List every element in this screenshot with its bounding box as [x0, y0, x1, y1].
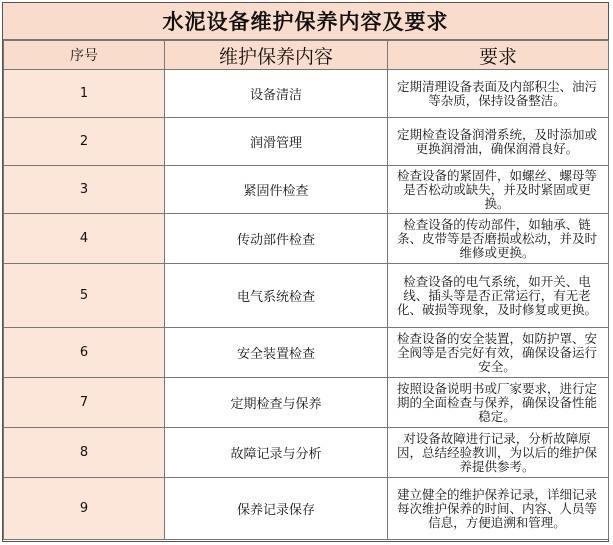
row-no: 4 — [4, 214, 165, 264]
row-content: 保养记录保存 — [165, 478, 388, 540]
table-row — [4, 166, 609, 214]
row-no: 6 — [4, 328, 165, 378]
row-requirement: 检查设备的紧固件，如螺丝、螺母等是否松动或缺失，并及时紧固或更换。 — [388, 166, 609, 214]
row-no: 2 — [4, 118, 165, 166]
row-content: 定期检查与保养 — [165, 378, 388, 428]
row-requirement: 对设备故障进行记录，分析故障原因，总结经验教训，为以后的维护保养提供参考。 — [388, 428, 609, 478]
row-no: 5 — [4, 264, 165, 328]
table-row — [4, 264, 609, 328]
header-requirement: 要求 — [388, 41, 609, 70]
row-requirement: 定期清理设备表面及内部积尘、油污等杂质，保持设备整洁。 — [388, 70, 609, 118]
maintenance-table — [3, 40, 609, 540]
table-row — [4, 214, 609, 264]
header-no: 序号 — [4, 41, 165, 70]
row-content: 电气系统检查 — [165, 264, 388, 328]
table-row — [4, 118, 609, 166]
row-content: 设备清洁 — [165, 70, 388, 118]
row-no: 1 — [4, 70, 165, 118]
maintenance-table-sheet — [2, 2, 609, 542]
table-row — [4, 378, 609, 428]
header-row — [4, 41, 609, 70]
row-requirement: 定期检查设备润滑系统，及时添加或更换润滑油，确保润滑良好。 — [388, 118, 609, 166]
row-content: 紧固件检查 — [165, 166, 388, 214]
row-requirement: 检查设备的传动部件，如轴承、链条、皮带等是否磨损或松动，并及时维修或更换。 — [388, 214, 609, 264]
table-row — [4, 328, 609, 378]
table-row — [4, 478, 609, 540]
row-content: 故障记录与分析 — [165, 428, 388, 478]
row-content: 传动部件检查 — [165, 214, 388, 264]
row-no: 8 — [4, 428, 165, 478]
row-requirement: 检查设备的安全装置，如防护罩、安全阀等是否完好有效，确保设备运行安全。 — [388, 328, 609, 378]
row-no: 3 — [4, 166, 165, 214]
table-row — [4, 70, 609, 118]
row-content: 润滑管理 — [165, 118, 388, 166]
row-no: 7 — [4, 378, 165, 428]
table-title: 水泥设备维护保养内容及要求 — [3, 3, 608, 40]
row-no: 9 — [4, 478, 165, 540]
table-row — [4, 428, 609, 478]
row-requirement: 建立健全的维护保养记录，详细记录每次维护保养的时间、内容、人员等信息，方便追溯和管理。 — [388, 478, 609, 540]
header-content: 维护保养内容 — [165, 41, 388, 70]
row-requirement: 检查设备的电气系统，如开关、电线、插头等是否正常运行，有无老化、破损等现象，及时修复或更换。 — [388, 264, 609, 328]
row-requirement: 按照设备说明书或厂家要求，进行定期的全面检查与保养，确保设备性能稳定。 — [388, 378, 609, 428]
row-content: 安全装置检查 — [165, 328, 388, 378]
